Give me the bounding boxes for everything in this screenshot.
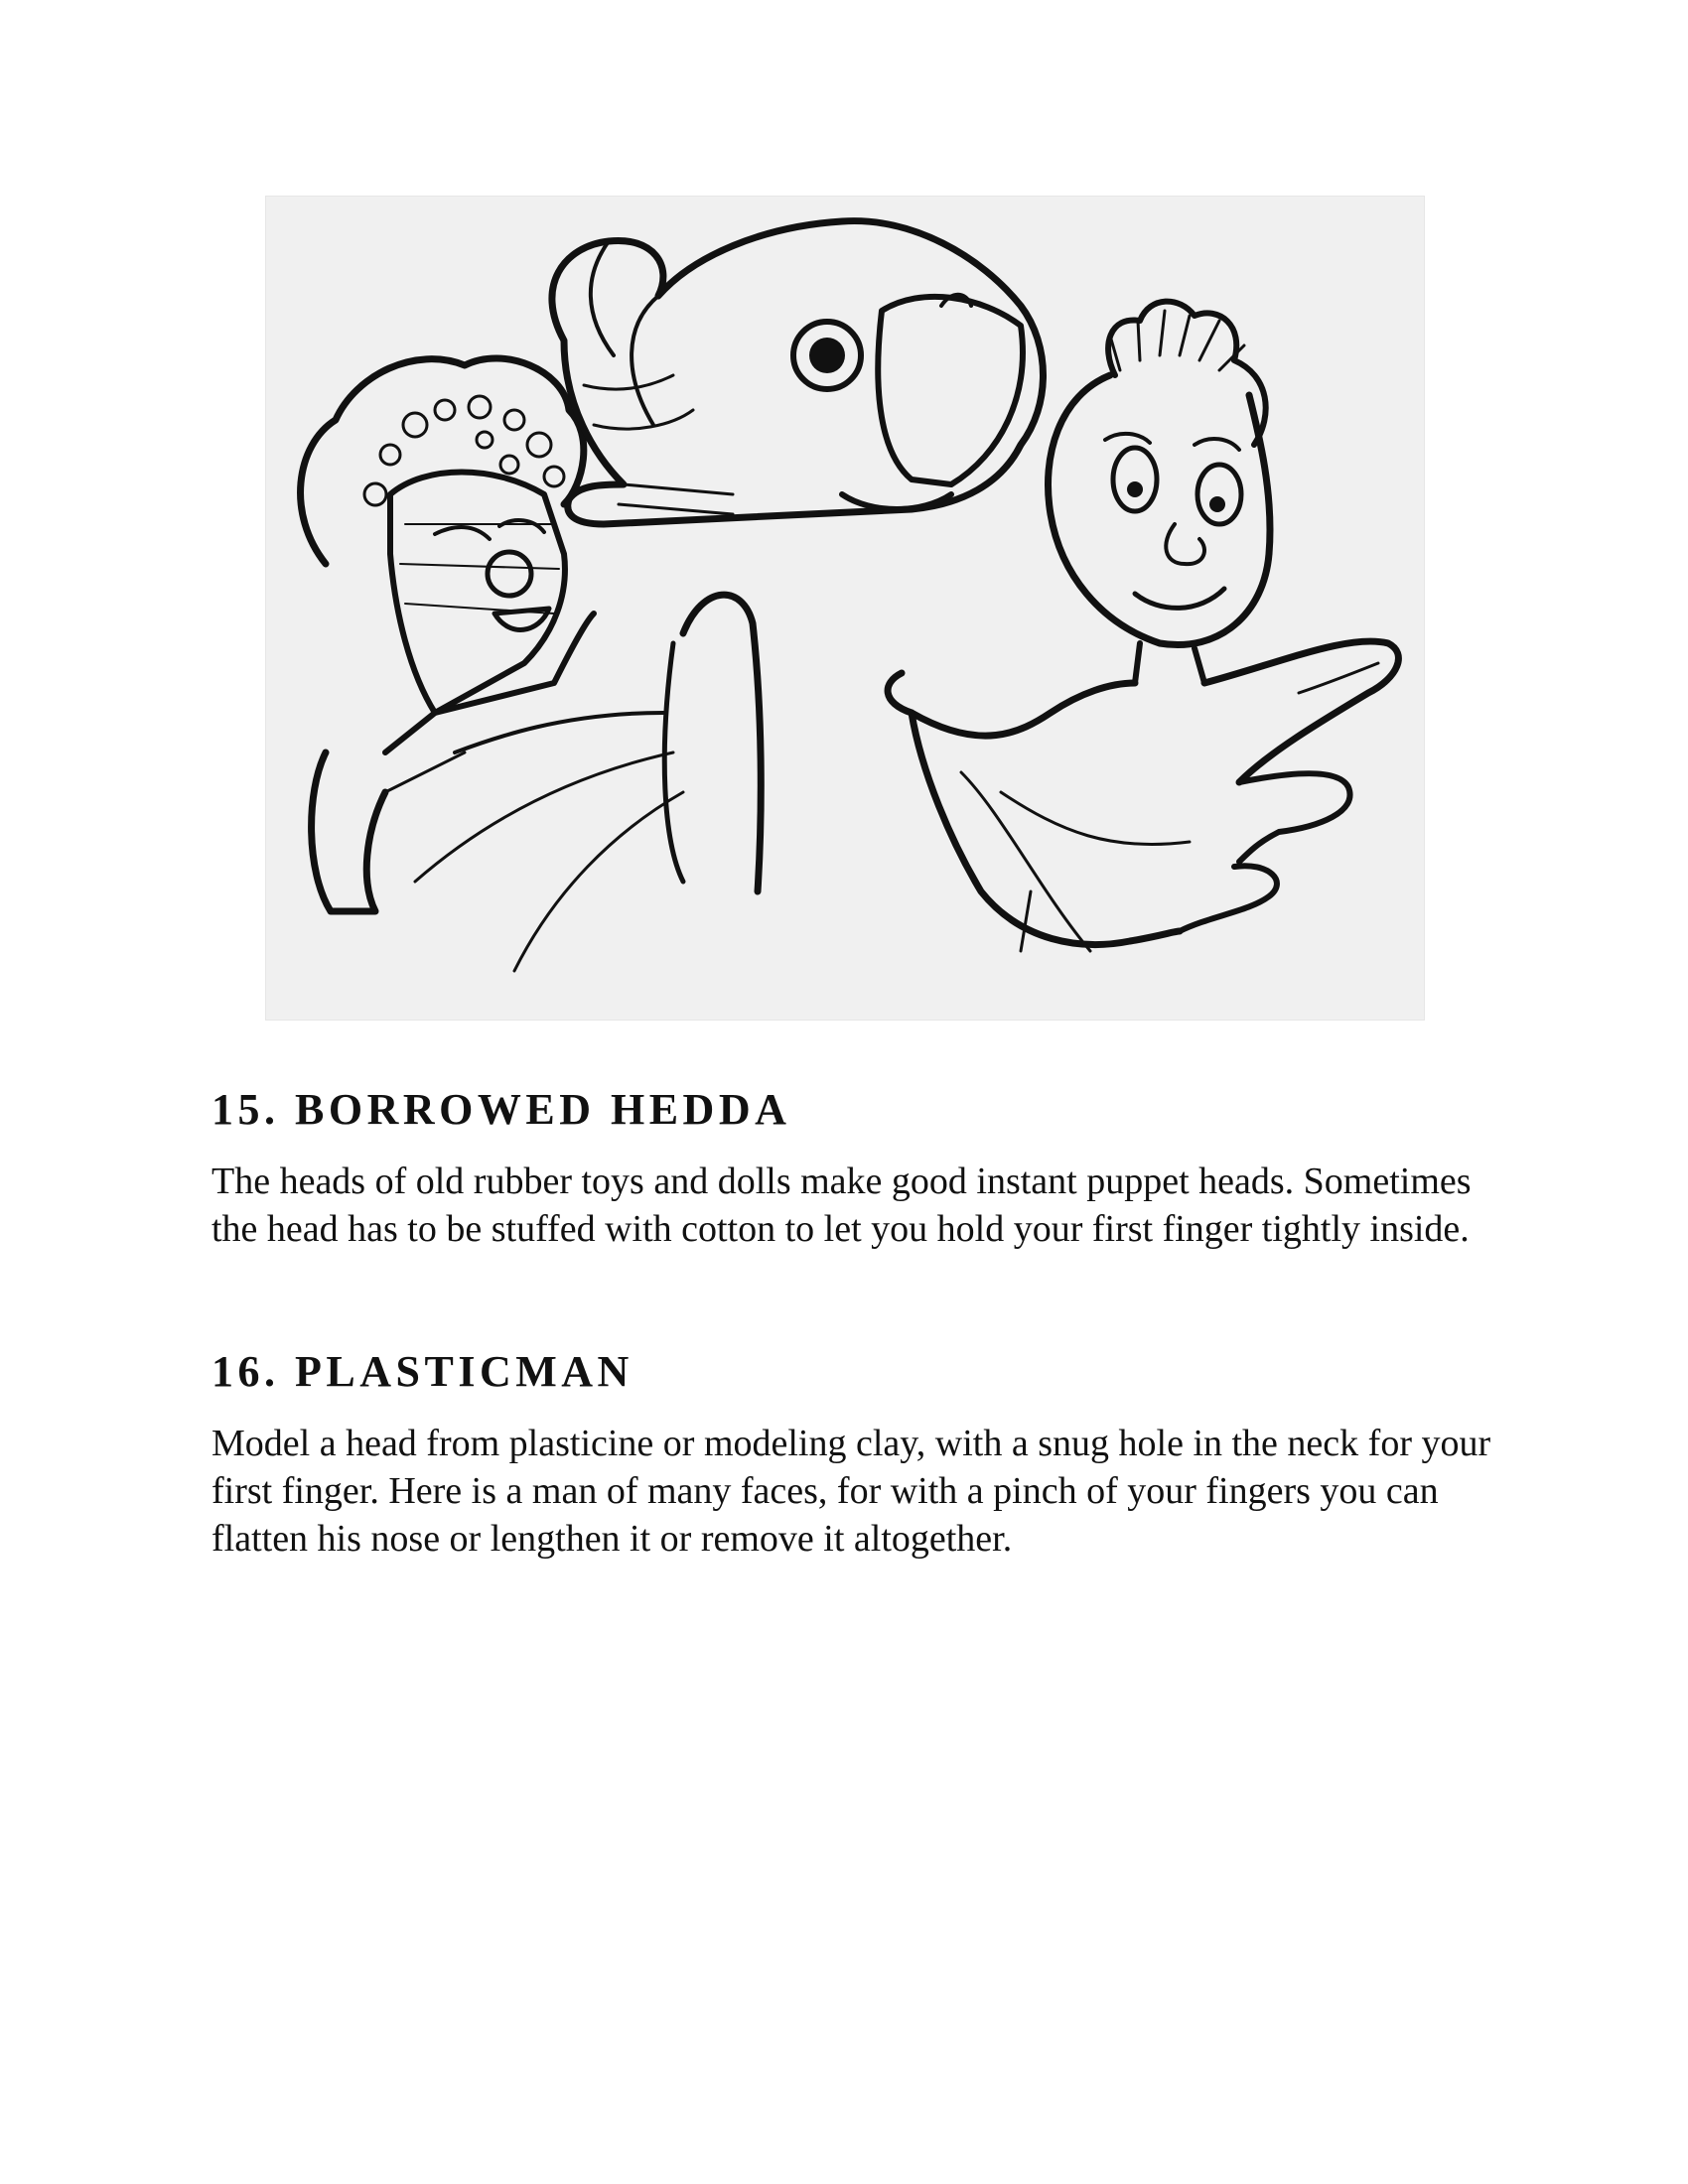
section-body: The heads of old rubber toys and dolls make good instant puppet heads. Sometimes the head has to be stuffed with cotton to let you hold your first finger tightly inside. xyxy=(211,1160,1472,1250)
section-heading: 15. BORROWED HEDDA xyxy=(211,1085,791,1134)
curly-doll-puppet xyxy=(301,358,762,971)
section-heading: 16. PLASTICMAN xyxy=(211,1347,633,1396)
section-plasticman xyxy=(211,1346,1502,1563)
section-body: Model a head from plasticine or modeling clay, with a snug hole in the neck for your first finger. Here is a man of many faces, for with a pinch of your fingers you can flatten his nose or lengthen it or remove it altogether. xyxy=(211,1423,1491,1560)
rubber-toy-puppet xyxy=(552,221,1044,524)
puppet-heads-illustration-icon xyxy=(266,197,1424,1020)
plasticman-puppet xyxy=(888,302,1398,951)
section-borrowed-hedda xyxy=(211,1084,1502,1253)
puppet-illustration xyxy=(266,197,1424,1020)
